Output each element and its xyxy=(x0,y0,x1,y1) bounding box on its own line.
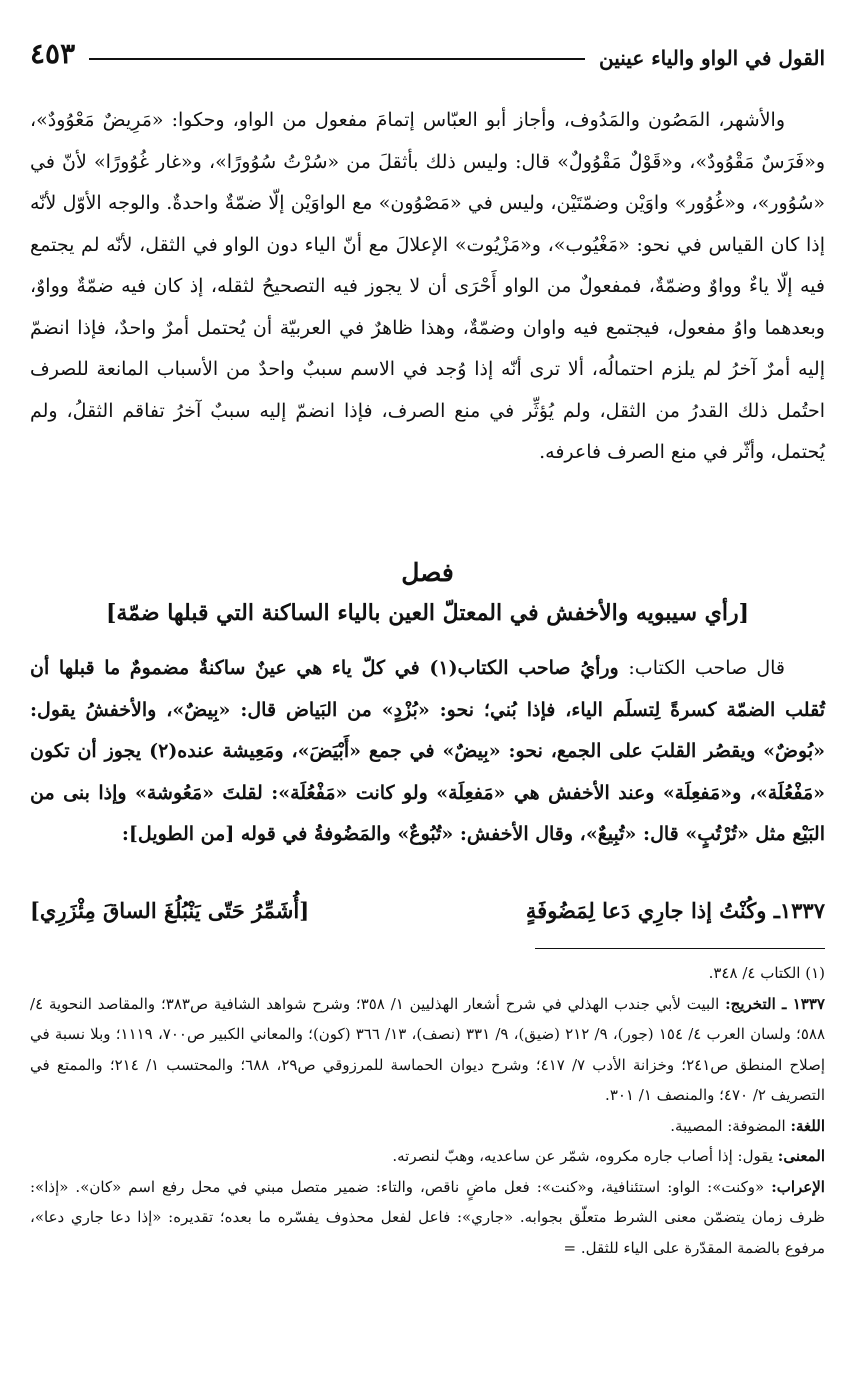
section-body xyxy=(30,648,825,856)
irab-label: الإعراب: xyxy=(771,1177,825,1196)
footnote-rule xyxy=(535,948,825,949)
verse-number: ١٣٣٧ـ xyxy=(773,897,825,923)
takhrij-text: البيت لأبي جندب الهذلي في شرح أشعار الهذليين ١/ ٣٥٨؛ وشرح شواهد الشافية ص٣٨٣؛ والمقاصد النحوية ٤/ ٥٨٨؛ ولسان العرب ٤/ ١٥٤ (جور)، ٩/ ٢١٢ (ضيق)، ٩/ ٣٣١ (نصف)، ١٣/ ٣٦٦ (كون)؛ والمعاني الكبير ص٧٠٠، ١١١٩؛ وبلا نسبة في إصلاح المنطق ص٢٤١؛ وخزانة الأدب ٧/ ٤١٧؛ وشرح ديوان الحماسة للمرزوقي ص٢٩، ٦٨٨؛ والمحتسب ١/ ٢١٤؛ والممتع في التصريف ٢/ ٤٧٠؛ والمنصف ١/ ٣٠١. xyxy=(30,994,826,1104)
page-header xyxy=(30,30,825,70)
page-number: ٤٥٣ xyxy=(30,37,76,70)
maana-text: يقول: إذا أصاب جاره مكروه، شمّر عن ساعديه، وهبّ لنصرته. xyxy=(392,1147,773,1165)
verse-first-part xyxy=(526,898,825,923)
verse-line xyxy=(30,890,825,930)
footnote-maana xyxy=(30,1141,825,1172)
irab-text: «وكنت»: الواو: استئنافية، و«كنت»: فعل ماضٍ ناقص، والتاء: ضمير متصل مبني في محل رفع اسم «كان». «إذا»: ظرف زمان يتضمّن معنى الشرط متعلّق بجوابه. «جاري»: فاعل لفعل محذوف يفسّره ما بعده؛ تقديره: «إذا دعا جاري دعا»، مرفوع بالضمة المقدّرة على الياء للثقل. = xyxy=(30,1177,825,1257)
verse-second-hemistich: [أُشَمِّرُ حَتّى يَنْبُلُغَ الساقَ مِئْزَرِي] xyxy=(30,897,310,923)
section-text: ورأيُ صاحب الكتاب(١) في كلّ ياء هي عينٌ ساكنةٌ مضمومٌ ما قبلها أن تُقلب الضمّة كسرةً لِتسلَم الياء، فإذا بُني؛ نحو: «بُزْدٍ» من البَياض قال: «بِيضٌ»، والأخفشُ يقول: «بُوضٌ» ويقصُر القلبَ على الجمع، نحو: «بِيضٌ» في جمع «أَبْيَضَ»، ومَعِيشة عنده(٢) يجوز أن تكون «مَفْعُلَة»، و«مَفعِلَة» وعند الأخفش هي «مَفعِلَة» ولو كانت «مَفْعُلَة»: لقلتَ «مَعُوشة» وإذا بنى من البَيْع مثل «تُرْتُبٍ» قال: «تُبِيعٌ»، وقال الأخفش: «تُبُوعٌ» والمَضُوفةُ في قوله [من الطويل]: xyxy=(30,657,825,845)
maana-label: المعنى: xyxy=(777,1147,825,1165)
footnote-takhrij xyxy=(30,989,825,1111)
running-head: القول في الواو والياء عينين xyxy=(598,46,825,70)
footnote-lugha xyxy=(30,1111,825,1142)
lugha-label: اللغة: xyxy=(790,1116,825,1135)
footnotes xyxy=(30,958,825,1263)
section-paragraph xyxy=(30,648,825,856)
section-lead-in: قال صاحب الكتاب: xyxy=(628,657,785,679)
footnote-irab xyxy=(30,1172,825,1264)
main-text xyxy=(30,100,825,474)
lugha-text: المضوفة: المصيبة. xyxy=(670,1116,786,1135)
section-title: فصل xyxy=(401,558,454,587)
section-subtitle: [رأي سيبويه والأخفش في المعتلّ العين بالياء الساكنة التي قبلها ضمّة] xyxy=(105,600,750,626)
takhrij-label: ١٣٣٧ ـ التخريج: xyxy=(725,994,825,1013)
verse-first-hemistich: وكُنْتُ إذا جارِي دَعا لِمَضُوفَةٍ xyxy=(525,897,767,923)
main-paragraph: والأشهر، المَصُون والمَدُوف، وأجاز أبو العبّاس إتمامَ مفعول من الواو، وحكوا: «مَرِيضٌ مَعْوُودٌ»، و«فَرَسٌ مَقْوُودٌ»، و«قَوْلٌ مَقْوُولٌ» قال: وليس ذلك بأثقلَ من «سُرْتُ سُوُورًا»، و«غار غُوُورًا» لأنّ في «سُوُور»، و«غُوُور» واوَيْن وضمّتَيْن، وليس في «مَصْوُون» مع الواوَيْن إلّا ضمّةٌ واحدةٌ. والوجه الأوّل لأنّه إذا كان القياس في نحو: «مَغْيُوب»، و«مَزْيُوت» الإعلالَ مع أنّ الياء دون الواو في الثقل، لأنّه لم يجتمع فيه إلّا ياءٌ وواوٌ وضمّةٌ، فمفعولٌ من الواو أَحْرَى أن لا يجوز فيه التصحيحُ لثقله، إذ كان فيه ضمّةٌ وواوٌ، وبعدهما واوُ مفعول، فيجتمع فيه واوان وضمّةٌ، وهذا ظاهرٌ في العربيّة أن يُحتمل أمرٌ واحدٌ، فإذا انضمّ إليه أمرٌ آخرُ لم يلزم احتمالُه، ألا ترى أنّه إذا وُجد في الاسم سببٌ واحدٌ من الأسباب المانعة للصرف احتُمل ذلك القدرُ من الثقل، ولم يُؤثِّر في منع الصرف، فإذا انضمّ إليه سببٌ آخرُ تفاقم الثقلُ، ولم يُحتمل، وأثّر في منع الصرف فاعرفه. xyxy=(30,109,825,463)
footnote-1: (١) الكتاب ٤/ ٣٤٨. xyxy=(708,964,825,982)
header-rule xyxy=(89,58,585,60)
